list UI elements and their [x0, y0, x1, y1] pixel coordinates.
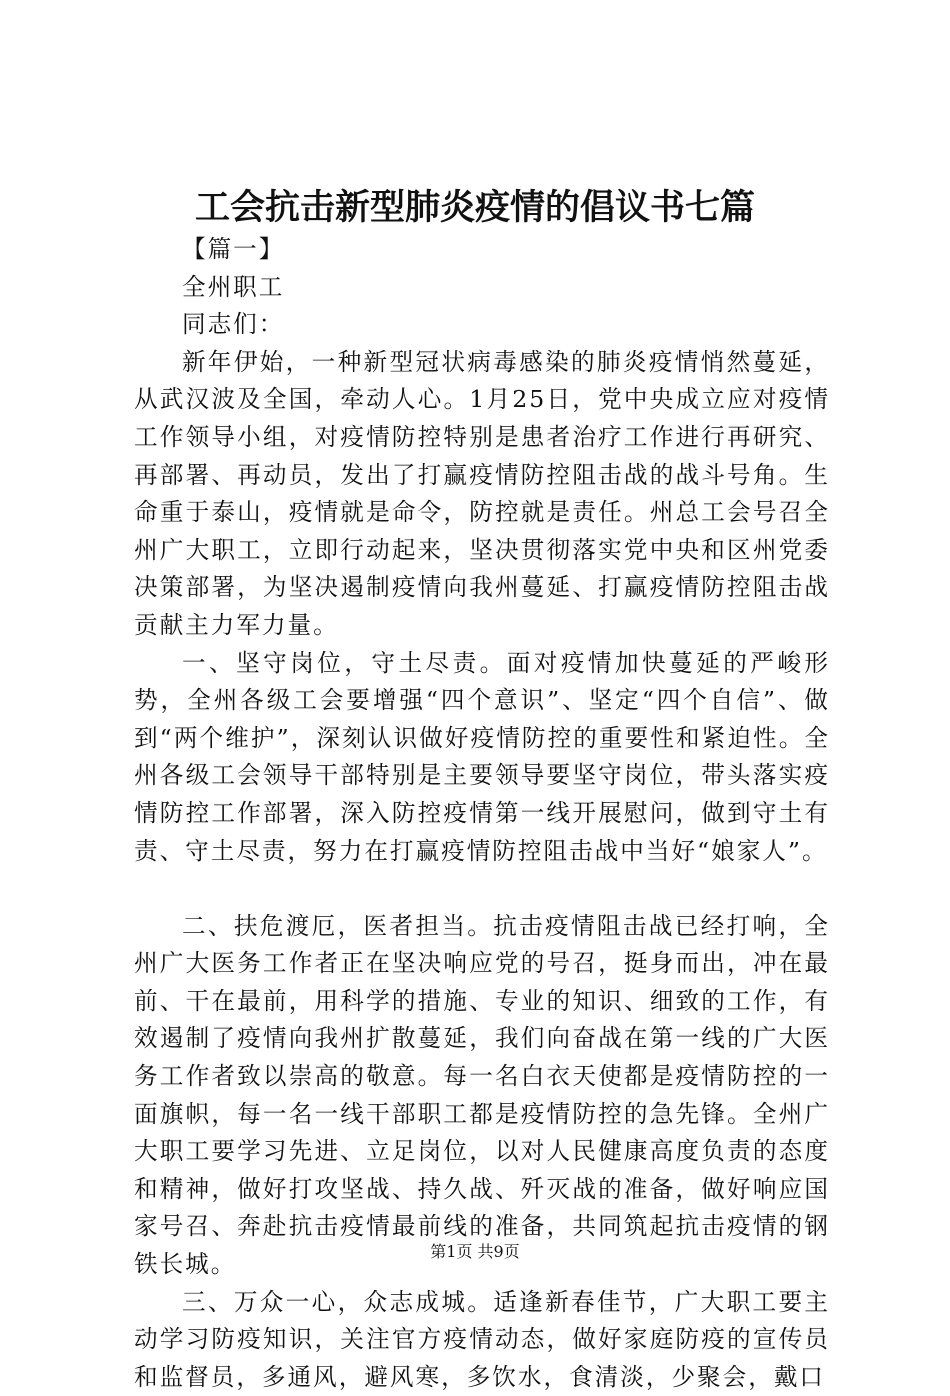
salutation-line: 同志们：	[182, 310, 285, 339]
paragraph-point-two: 二、扶危渡厄，医者担当。抗击疫情阻击战已经打响，全州广大医务工作者正在坚决响应党的号召，挺身而出，冲在最前、干在最前，用科学的措施、专业的知识、细致的工作，有效遏制了疫情向我州扩散蔓延，我们向奋战在第一线的广大医务工作者致以崇高的敬意。每一名白衣天使都是疫情防控的一面旗帜，每一名一线干部职工都是疫情防控的急先锋。全州广大职工要学习先进、立足岗位，以对人民健康高度负责的态度和精神，做好打攻坚战、持久战、歼灭战的准备，做好响应国家号召、奔赴抗击疫情最前线的准备，共同筑起抗击疫情的钢铁长城。	[134, 911, 830, 1279]
paragraph-point-one: 一、坚守岗位，守土尽责。面对疫情加快蔓延的严峻形势，全州各级工会要增强“四个意识”、坚定“四个自信”、做到“两个维护”，深刻认识做好疫情防控的重要性和紧迫性。全州各级工会领导干部特别是主要领导要坚守岗位，带头落实疫情防控工作部署，深入防控疫情第一线开展慰问，做到守土有责、守土尽责，努力在打赢疫情防控阻击战中当好“娘家人”。	[134, 648, 830, 865]
page-number-footer: 第1页 共9页	[430, 1242, 520, 1261]
document-title: 工会抗击新型肺炎疫情的倡议书七篇	[194, 187, 755, 228]
paragraph-point-three: 三、万众一心，众志成城。适逢新春佳节，广大职工要主动学习防疫知识，关注官方疫情动态，做好家庭防疫的宣传员和监督员，多通风，避风寒，多饮水，食清淡，少聚会，戴口	[134, 1287, 830, 1391]
paragraph-intro: 新年伊始，一种新型冠状病毒感染的肺炎疫情悄然蔓延，从武汉波及全国，牵动人心。1月25日，党中央成立应对疫情工作领导小组，对疫情防控特别是患者治疗工作进行再研究、再部署、再动员，发出了打赢疫情防控阻击战的战斗号角。生命重于泰山，疫情就是命令，防控就是责任。州总工会号召全州广大职工，立即行动起来，坚决贯彻落实党中央和区州党委决策部署，为坚决遏制疫情向我州蔓延、打赢疫情防控阻击战贡献主力军力量。	[134, 347, 830, 639]
section-label: 【篇一】	[182, 235, 285, 263]
document-body	[134, 231, 830, 1396]
recipient-line: 全州职工	[182, 272, 285, 301]
